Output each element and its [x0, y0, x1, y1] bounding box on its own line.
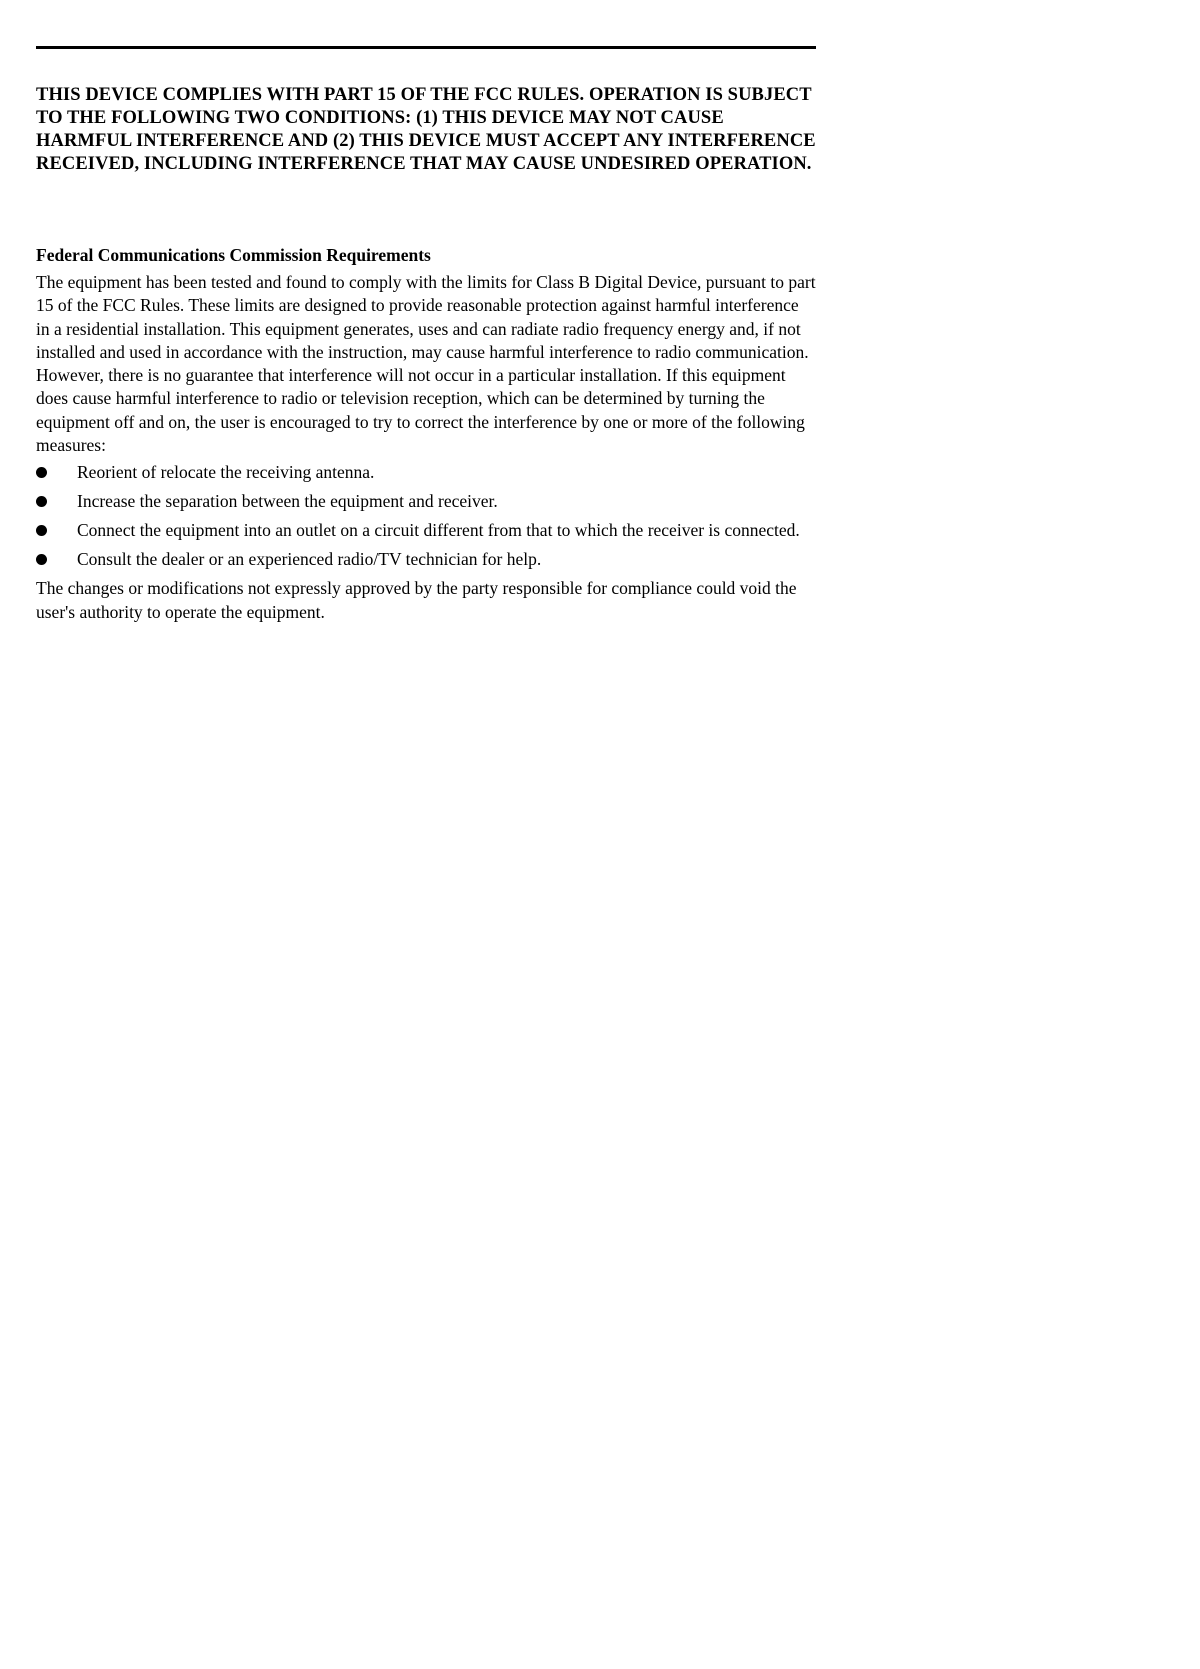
top-rule	[36, 46, 816, 49]
fcc-compliance-notice: THIS DEVICE COMPLIES WITH PART 15 OF THE FCC RULES. OPERATION IS SUBJECT TO THE FOLLOWING TWO CONDITIONS: (1) THIS DEVICE MAY NOT CAUSE HARMFUL INTERFERENCE AND (2) THIS DEVICE MUST ACCEPT ANY INTERFERENCE RECEIVED, INCLUDING INTERFERENCE THAT MAY CAUSE UNDESIRED OPERATION.	[36, 85, 816, 174]
closing-paragraph: The changes or modifications not expressly approved by the party responsible for compliance could void the user's authority to operate the equipment.	[36, 578, 797, 622]
bullet-icon	[36, 467, 47, 478]
bullet-icon	[36, 525, 47, 536]
section-title: Federal Communications Commission Requirements	[36, 245, 431, 265]
list-item-text: Reorient of relocate the receiving antenna.	[77, 462, 375, 483]
list-item	[36, 461, 816, 484]
bullet-icon	[36, 496, 47, 507]
list-item-text: Increase the separation between the equipment and receiver.	[77, 491, 498, 512]
list-item-text: Connect the equipment into an outlet on a circuit different from that to which the receiver is connected.	[77, 520, 800, 541]
section-body: The equipment has been tested and found to comply with the limits for Class B Digital Device, pursuant to part 15 of the FCC Rules. These limits are designed to provide reasonable protection against harmful interference in a residential installation. This equipment generates, uses and can radiate radio frequency energy and, if not installed and used in accordance with the instruction, may cause harmful interference to radio communication. However, there is no guarantee that interference will not occur in a particular installation. If this equipment does cause harmful interference to radio or television reception, which can be determined by turning the equipment off and on, the user is encouraged to try to correct the interference by one or more of the following measures:	[36, 272, 816, 456]
document-page	[36, 46, 816, 624]
measures-list	[36, 461, 816, 571]
list-item	[36, 548, 816, 571]
bullet-icon	[36, 554, 47, 565]
list-item-text: Consult the dealer or an experienced radio/TV technician for help.	[77, 549, 542, 570]
list-item	[36, 519, 816, 542]
list-item	[36, 490, 816, 513]
